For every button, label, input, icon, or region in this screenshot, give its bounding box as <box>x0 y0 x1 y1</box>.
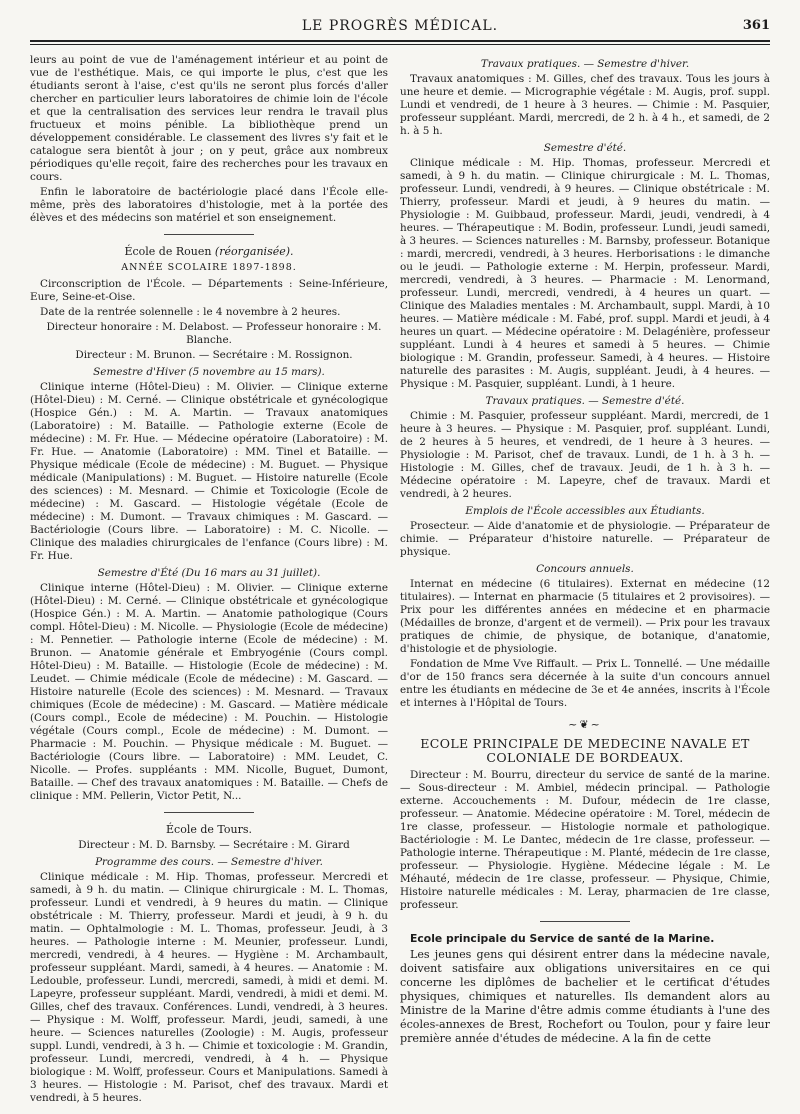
header-rule <box>30 40 770 42</box>
journal-title: LE PROGRÈS MÉDICAL. <box>301 18 499 34</box>
rouen-directeur: Directeur : M. Brunon. — Secrétaire : M. Rossignon. <box>75 349 353 361</box>
emplois-text: Prosecteur. — Aide d'anatomie et de physiologie. — Préparateur de chimie. — Préparateur d'histoire naturelle. — Préparateur de physique. <box>400 520 770 558</box>
concours-head: Concours annuels. <box>536 563 634 575</box>
tp-summer-head: Travaux pratiques. — Semestre d'été. <box>485 395 685 407</box>
tp-winter-head: Travaux pratiques. — Semestre d'hiver. <box>480 58 690 70</box>
rouen-summer-text: Clinique interne (Hôtel-Dieu) : M. Olivier. — Clinique externe (Hôtel-Dieu) : M. Cerné. — Clinique obstétricale et gynécologique (Hospice Gén.) : M. A. Martin. — Anatomie pathologique (Cours compl. Hôtel-Dieu) : M. Nicolle. — Physiologie (Ecole de médecine) : M. Pennetier. — Pathologie interne (Ecole de médecine) : M. Brunon. — Anatomie générale et Embryogénie (Cours compl. Hôtel-Dieu) : M. Bataille. — Histologie (Ecole de médecine) : M. Leudet. — Chimie médicale (Ecole de médecine) : M. Gascard. — Histoire naturelle (Ecole des sciences) : M. Mesnard. — Travaux chimiques (Ecole de médecine) : M. Gascard. — Matière médicale (Cours compl., Ecole de médecine) : M. Pouchin. — Histologie végétale (Cours compl., Ecole de médecine) : M. Dumont. — Pharmacie : M. Pouchin. — Physique médicale : M. Buguet. — Bactériologie (Cours libre. — Laboratoire) : MM. Leudet, C. Nicolle. — Profes. suppléants : MM. Nicolle, Buguet, Dumont, Bataille. — Chef des travaux anatomiques : M. Bataille. — Chefs de clinique : MM. Pellerin, Victor Petit, N... <box>30 582 388 802</box>
tours-program-head: Programme des cours. — Semestre d'hiver. <box>95 856 323 868</box>
tp-winter-text: Travaux anatomiques : M. Gilles, chef des travaux. Tous les jours à une heure et demie. — Micrographie végétale : M. Augis, prof. suppl. Lundi et vendredi, de 1 heure à 3 heures. — Chimie : M. Pasquier, professeur suppléant. Mardi, mercredi, de 2 h. à 4 h., et samedi, de 2 h. à 5 h. <box>400 73 770 137</box>
marine-text: Les jeunes gens qui désirent entrer dans la médecine navale, doivent satisfaire aux obligations universitaires en ce qui concerne les diplômes de bachelier et le certificat d'études physiques, chimiques et naturelles. Ils demandent alors au Ministre de la Marine d'être admis comme étudiants à l'une des écoles-annexes de Brest, Rochefort ou Toulon, pour y faire leur première année d'études de médecine. A la fin de cette <box>400 948 770 1045</box>
concours-text-2: Fondation de Mme Vve Riffault. — Prix L. Tonnellé. — Une médaille d'or de 150 francs sera décernée à la suite d'un concours annuel entre les étudiants en médecine de 3e et 4e années, inscrits à l'École et internes à l'Hôpital de Tours. <box>400 658 770 709</box>
rouen-rentree: Date de la rentrée solennelle : le 4 novembre à 2 heures. <box>40 306 341 318</box>
rouen-circonscription: Circonscription de l'École. — Départements : Seine-Inférieure, Eure, Seine-et-Oise. <box>30 278 388 303</box>
summer-text: Clinique médicale : M. Hip. Thomas, professeur. Mercredi et samedi, à 9 h. du matin. — Clinique chirurgicale : M. L. Thomas, professeur. Lundi, vendredi, à 9 heures. — Clinique obstétricale : M. Thierry, professeur. Mardi et jeudi, à 9 heures du matin. — Physiologie : M. Guibbaud, professeur. Mardi, jeudi, vendredi, à 4 heures. — Thérapeutique : M. Bodin, professeur. Lundi, jeudi samedi, à 3 heures. — Sciences naturelles : M. Barnsby, professeur. Botanique : mardi, mercredi, vendredi, à 3 heures. Herborisations : le dimanche ou le jeudi. — Pathologie externe : M. Herpin, professeur. Mardi, mercredi, vendredi, à 3 heures. — Pharmacie : M. Lenormand, professeur. Lundi, mercredi, vendredi, à 4 heures un quart. — Clinique des Maladies mentales : M. Archambault, suppl. Mardi, à 10 heures. — Matière médicale : M. Fabé, prof. suppl. Mardi et jeudi, à 4 heures un quart. — Médecine opératoire : M. Delagénière, professeur suppléant. Lundi à 4 heures et samedi à 5 heures. — Chimie biologique : M. Grandin, professeur. Samedi, à 4 heures. — Histoire naturelle des parasites : M. Augis, suppléant. Jeudi, à 4 heures. — Physique : M. Pasquier, suppléant. Lundi, à 1 heure. <box>400 157 770 390</box>
ornament-divider: ~❦~ <box>568 718 602 731</box>
running-head <box>30 16 770 38</box>
section-divider-2 <box>164 812 254 813</box>
intro-paragraph: leurs au point de vue de l'aménagement intérieur et au point de vue de l'esthétique. Mais, ce qui importe le plus, c'est que les étudiants seront à l'aise, c'est qu'ils ne seront plus forcés d'aller chercher en particulier leurs laboratoires de chimie loin de l'école et que la centralisation des services leur rendra le travail plus fructueux et moins pénible. La bibliothèque prend un développement considérable. Le classement des livres s'y fait et le catalogue sera bientôt à jour ; on y peut, grâce aux nombreux périodiques qu'elle reçoit, faire des recherches pour les travaux en cours. <box>30 54 388 183</box>
emplois-head: Emplois de l'École accessibles aux Étudiants. <box>465 505 705 517</box>
header-rule-thin <box>30 44 770 45</box>
marine-title: Ecole principale du Service de santé de la Marine. <box>410 932 715 945</box>
tp-summer-text: Chimie : M. Pasquier, professeur suppléant. Mardi, mercredi, de 1 heure à 3 heures. — Physique : M. Pasquier, prof. suppléant. Lundi, de 2 heures à 5 heures, et vendredi, de 1 heure à 3 heures. — Physiologie : M. Parisot, chef de travaux. Lundi, de 1 h. à 3 h. — Histologie : M. Gilles, chef de travaux. Jeudi, de 1 h. à 3 h. — Médecine opératoire : M. Lapeyre, chef de travaux. Mardi et vendredi, à 2 heures. <box>400 410 770 500</box>
tours-title: École de Tours. <box>166 823 252 836</box>
section-divider-3 <box>540 921 630 922</box>
bordeaux-title: ECOLE PRINCIPALE DE MEDECINE NAVALE ET COLONIALE DE BORDEAUX. <box>420 736 750 765</box>
left-column <box>30 54 388 1107</box>
concours-text: Internat en médecine (6 titulaires). Externat en médecine (12 titulaires). — Internat en pharmacie (5 titulaires et 2 provisoires). — Prix pour les différentes années en médecine et en pharmacie (Médailles de bronze, d'argent et de vermeil). — Prix pour les travaux pratiques de chimie, de physique, de botanique, d'anatomie, d'histologie et de physiologie. <box>400 578 770 655</box>
rouen-title-text: École de Rouen <box>124 245 212 258</box>
rouen-winter-text: Clinique interne (Hôtel-Dieu) : M. Olivier. — Clinique externe (Hôtel-Dieu) : M. Cerné. — Clinique obstétricale et gynécologique (Hospice Gén.) : M. A. Martin. — Travaux anatomiques (Laboratoire) : M. Bataille. — Pathologie externe (Ecole de médecine) : M. Fr. Hue. — Médecine opératoire (Laboratoire) : M. Fr. Hue. — Anatomie (Laboratoire) : MM. Tinel et Bataille. — Physique médicale (Ecole de médecine) : M. Buguet. — Physique médicale (Manipulations) : M. Buguet. — Histoire naturelle (Ecole des sciences) : M. Mesnard. — Chimie et Toxicologie (Ecole de médecine) : M. Gascard. — Histologie végétale (Ecole de médecine) : M. Dumont. — Travaux chimiques : M. Gascard. — Bactériologie (Cours libre. — Laboratoire) : M. C. Nicolle. — Clinique des maladies chirurgicales de l'enfance (Cours libre) : M. Fr. Hue. <box>30 381 388 562</box>
bordeaux-text: Directeur : M. Bourru, directeur du service de santé de la marine. — Sous-directeur : M. Ambiel, médecin principal. — Pathologie externe. Accouchements : M. Dufour, médecin de 1re classe, professeur. — Anatomie. Médecine opératoire : M. Torel, médecin de 1re classe, professeur. — Histologie normale et pathologique. Bactériologie : M. Le Dantec, médecin de 1re classe, professeur. — Pathologie interne. Thérapeutique : M. Planté, médecin de 1re classe, professeur. — Physiologie. Hygiène. Médecine légale : M. Le Méhauté, médecin de 1re classe, professeur. — Physique, Chimie, Histoire naturelle médicales : M. Leray, pharmacien de 1re classe, professeur. <box>400 769 770 911</box>
rouen-title-note: (réorganisée). <box>214 245 294 258</box>
rouen-title <box>30 245 388 258</box>
rouen-direction: Directeur honoraire : M. Delabost. — Professeur honoraire : M. Blanche. <box>46 321 382 346</box>
right-column <box>400 54 770 1048</box>
tours-program-text: Clinique médicale : M. Hip. Thomas, professeur. Mercredi et samedi, à 9 h. du matin. — Clinique chirurgicale : M. L. Thomas, professeur. Lundi et vendredi, à 9 heures du matin. — Clinique obstétricale : M. Thierry, professeur. Mardi et jeudi, à 9 h. du matin. — Ophtalmologie : M. L. Thomas, professeur. Jeudi, à 3 heures. — Pathologie interne : M. Meunier, professeur. Lundi, mercredi, vendredi, à 4 heures. — Hygiène : M. Archambault, professeur suppléant. Mardi, samedi, à 4 heures. — Anatomie : M. Ledouble, professeur. Lundi, mercredi, samedi, à midi et demi. M. Lapeyre, professeur suppléant. Mardi, vendredi, à midi et demi. M. Gilles, chef des travaux. Conférences. Lundi, vendredi, à 3 heures. — Physique : M. Wolff, professeur. Mardi, jeudi, samedi, à une heure. — Sciences naturelles (Zoologie) : M. Augis, professeur suppl. Lundi, vendredi, à 3 h. — Chimie et toxicologie : M. Grandin, professeur. Lundi, mercredi, vendredi, à 4 h. — Physique biologique : M. Wolff, professeur. Cours et Manipulations. Samedi à 3 heures. — Histologie : M. Parisot, chef des travaux. Mardi et vendredi, à 5 heures. <box>30 871 388 1104</box>
rouen-winter-head: Semestre d'Hiver (5 novembre au 15 mars). <box>93 366 325 378</box>
summer-head: Semestre d'été. <box>543 142 627 154</box>
page-number: 361 <box>742 18 770 33</box>
rouen-summer-head: Semestre d'Été (Du 16 mars au 31 juillet). <box>97 567 321 579</box>
section-divider <box>164 234 254 235</box>
rouen-year: ANNÉE SCOLAIRE 1897-1898. <box>121 262 297 273</box>
intro-paragraph-2: Enfin le laboratoire de bactériologie placé dans l'École elle-même, près des laboratoires d'histologie, met à la portée des élèves et des médecins son matériel et son enseignement. <box>30 186 388 224</box>
tours-direction: Directeur : M. D. Barnsby. — Secrétaire : M. Girard <box>78 839 350 851</box>
